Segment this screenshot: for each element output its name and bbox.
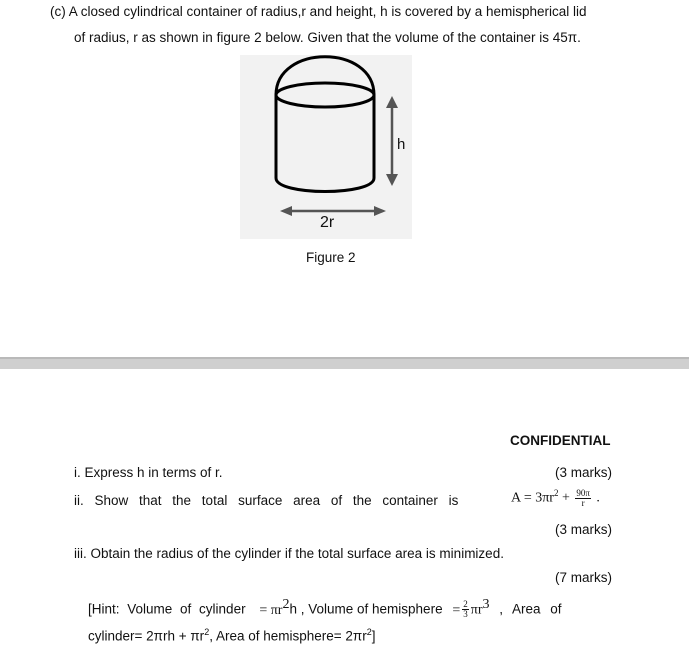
confidential-label: CONFIDENTIAL — [510, 433, 611, 448]
width-arrow-left — [280, 206, 292, 216]
cylinder-diagram — [260, 50, 420, 235]
part-ii-text: ii. Show that the total surface area of the container is — [74, 493, 459, 508]
part-iii-marks: (7 marks) — [555, 570, 612, 585]
part-ii-marks: (3 marks) — [555, 522, 612, 537]
top-ellipse — [276, 83, 374, 107]
hemisphere-lid — [276, 57, 374, 95]
height-arrow-top — [386, 96, 398, 108]
hint-line-1: [Hint: Volume of cylinder = $\pi r^2h$ , Volume of hemisphere = $\frac{2}{3}$ $\pi r^3$ , Area of — [88, 597, 562, 620]
question-line-1: (c) A closed cylindrical container of radius,r and height, h is covered by a hemispherical lid — [50, 4, 587, 19]
bottom-arc — [276, 178, 374, 192]
part-ii-formula: $A = 3\pi r^2$ + $\frac{90\pi}{r}$ . — [511, 487, 600, 508]
page-divider — [0, 357, 689, 369]
width-label: 2r — [320, 214, 335, 231]
hint-line-2: cylinder= $2\pi rh + \pi r^2$, Area of hemisphere= $2\pi r^2$] — [88, 627, 376, 644]
question-line-2: of radius, r as shown in figure 2 below. Given that the volume of the container is 45π. — [74, 30, 581, 45]
part-iii-text: iii. Obtain the radius of the cylinder if the total surface area is minimized. — [74, 546, 504, 561]
figure-caption: Figure 2 — [306, 250, 356, 265]
height-label: h — [397, 136, 406, 153]
part-i-marks: (3 marks) — [555, 465, 612, 480]
width-arrow-right — [374, 206, 386, 216]
part-i-text: i. Express h in terms of r. — [74, 465, 223, 480]
height-arrow-bottom — [386, 174, 398, 186]
